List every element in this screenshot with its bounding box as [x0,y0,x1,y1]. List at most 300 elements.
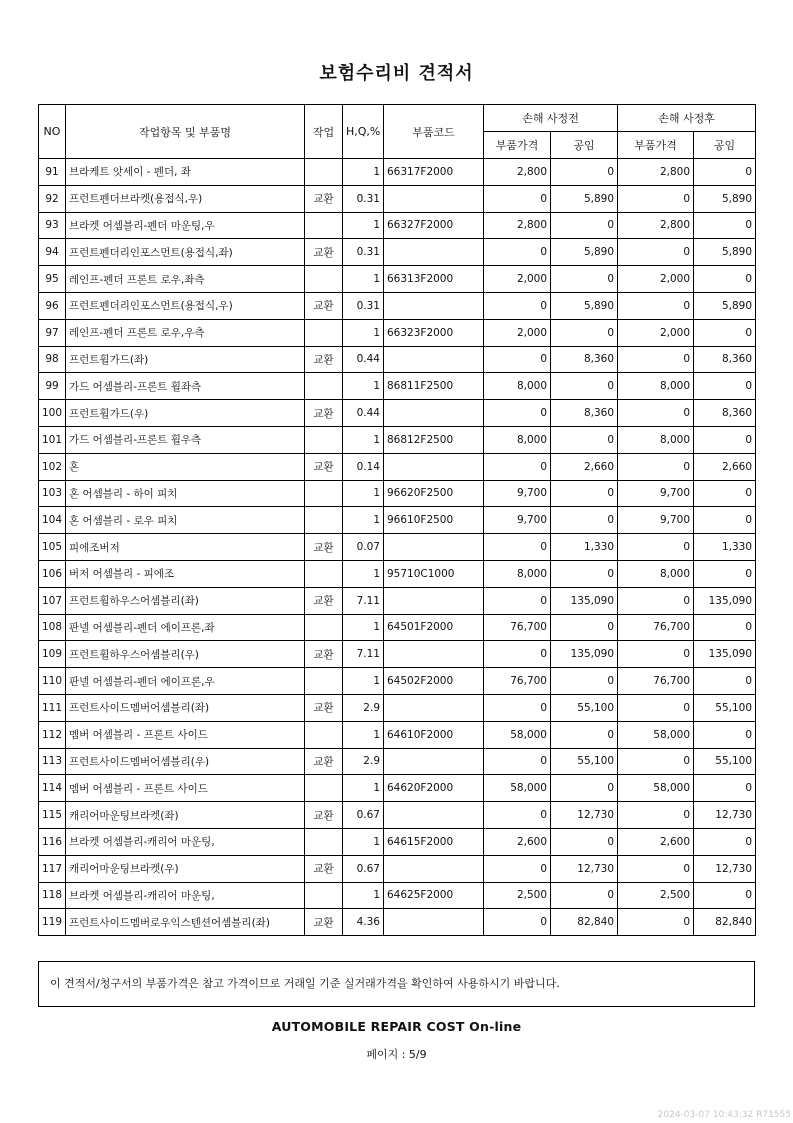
cell-item-name: 판넬 어셈블리-펜더 에이프론,우 [66,668,305,695]
cell-part-code: 64625F2000 [384,882,484,909]
cell-part-code: 96610F2500 [384,507,484,534]
cell-after-part-price: 9,700 [618,507,694,534]
cell-no: 99 [39,373,66,400]
cell-part-code: 95710C1000 [384,560,484,587]
cell-no: 91 [39,159,66,186]
cell-after-part-price: 0 [618,694,694,721]
cell-after-labor: 0 [694,614,756,641]
cell-work-type: 교환 [305,534,343,561]
cell-after-labor: 0 [694,721,756,748]
cell-work-type: 교환 [305,453,343,480]
cell-after-labor: 0 [694,426,756,453]
cell-no: 109 [39,641,66,668]
cell-before-labor: 2,660 [551,453,618,480]
cell-hq: 1 [343,882,384,909]
cell-item-name: 프런트휠가드(우) [66,400,305,427]
cell-before-labor: 135,090 [551,641,618,668]
cell-hq: 1 [343,480,384,507]
header-code: 부품코드 [384,105,484,159]
cell-before-part-price: 9,700 [484,480,551,507]
cell-work-type [305,721,343,748]
cell-item-name: 판넬 어셈블리-펜더 에이프론,좌 [66,614,305,641]
table-row [39,480,756,507]
cell-before-labor: 0 [551,721,618,748]
estimate-table [38,104,756,936]
cell-work-type [305,212,343,239]
cell-item-name: 브라켓 어셈블리-캐리어 마운팅, [66,828,305,855]
cell-no: 94 [39,239,66,266]
cell-before-labor: 0 [551,614,618,641]
cell-item-name: 프런트펜더브라켓(용접식,우) [66,185,305,212]
cell-item-name: 캐리어마운팅브라켓(좌) [66,802,305,829]
cell-before-part-price: 0 [484,641,551,668]
cell-item-name: 가드 어셈블리-프론트 휠우측 [66,426,305,453]
cell-after-labor: 0 [694,560,756,587]
table-row [39,185,756,212]
cell-before-part-price: 2,500 [484,882,551,909]
cell-after-labor: 0 [694,828,756,855]
cell-before-labor: 82,840 [551,909,618,936]
cell-no: 117 [39,855,66,882]
cell-no: 105 [39,534,66,561]
table-row [39,614,756,641]
cell-no: 113 [39,748,66,775]
cell-after-part-price: 8,000 [618,560,694,587]
cell-after-labor: 0 [694,480,756,507]
cell-hq: 1 [343,507,384,534]
cell-work-type [305,159,343,186]
cell-work-type [305,882,343,909]
table-row [39,828,756,855]
cell-hq: 0.44 [343,400,384,427]
table-row [39,426,756,453]
cell-hq: 4.36 [343,909,384,936]
price-notice-text: 이 견적서/청구서의 부품가격은 참고 가격이므로 거래일 기준 실거래가격을 확인하여 사용하시기 바랍니다. [50,977,560,990]
cell-before-part-price: 0 [484,855,551,882]
footer-brand: AUTOMOBILE REPAIR COST On-line [271,1019,522,1034]
table-row [39,694,756,721]
cell-after-labor: 1,330 [694,534,756,561]
cell-hq: 1 [343,159,384,186]
cell-work-type [305,668,343,695]
cell-work-type [305,828,343,855]
table-row [39,587,756,614]
cell-before-labor: 55,100 [551,748,618,775]
cell-part-code [384,694,484,721]
cell-hq: 0.31 [343,239,384,266]
cell-work-type: 교환 [305,239,343,266]
cell-no: 100 [39,400,66,427]
cell-work-type: 교환 [305,855,343,882]
cell-after-part-price: 8,000 [618,373,694,400]
cell-after-labor: 8,360 [694,346,756,373]
header-after-adjustment: 손해 사정후 [618,105,756,132]
cell-work-type [305,560,343,587]
cell-before-part-price: 8,000 [484,426,551,453]
header-before-labor: 공임 [551,132,618,159]
cell-work-type: 교환 [305,802,343,829]
cell-work-type [305,614,343,641]
cell-item-name: 멤버 어셈블리 - 프론트 사이드 [66,721,305,748]
cell-after-part-price: 2,500 [618,882,694,909]
cell-part-code: 66323F2000 [384,319,484,346]
cell-after-part-price: 76,700 [618,668,694,695]
cell-item-name: 브라켓 어셈블리-캐리어 마운팅, [66,882,305,909]
cell-after-part-price: 0 [618,534,694,561]
cell-before-labor: 0 [551,159,618,186]
cell-hq: 0.31 [343,292,384,319]
cell-part-code: 64610F2000 [384,721,484,748]
cell-work-type: 교환 [305,909,343,936]
cell-before-labor: 0 [551,775,618,802]
cell-no: 118 [39,882,66,909]
cell-no: 96 [39,292,66,319]
cell-part-code [384,453,484,480]
cell-no: 108 [39,614,66,641]
header-hq: H,Q,% [343,105,384,159]
cell-before-labor: 0 [551,828,618,855]
cell-no: 106 [39,560,66,587]
cell-before-part-price: 9,700 [484,507,551,534]
cell-hq: 0.67 [343,855,384,882]
cell-no: 111 [39,694,66,721]
cell-before-part-price: 2,600 [484,828,551,855]
cell-item-name: 버저 어셈블리 - 피에조 [66,560,305,587]
cell-before-part-price: 0 [484,453,551,480]
cell-item-name: 프런트사이드멤버어셈블리(좌) [66,694,305,721]
cell-before-labor: 0 [551,507,618,534]
cell-before-labor: 5,890 [551,239,618,266]
table-row [39,319,756,346]
header-after-labor: 공임 [694,132,756,159]
page-indicator: 페이지 : 5/9 [366,1048,427,1061]
cell-hq: 0.67 [343,802,384,829]
cell-after-part-price: 0 [618,587,694,614]
cell-work-type: 교환 [305,292,343,319]
cell-part-code: 64502F2000 [384,668,484,695]
cell-hq: 2.9 [343,748,384,775]
cell-before-labor: 0 [551,560,618,587]
cell-after-part-price: 2,000 [618,266,694,293]
header-no: NO [39,105,66,159]
cell-item-name: 멤버 어셈블리 - 프론트 사이드 [66,775,305,802]
cell-item-name: 가드 어셈블리-프론트 휠좌측 [66,373,305,400]
cell-after-labor: 0 [694,775,756,802]
cell-hq: 1 [343,560,384,587]
table-row [39,775,756,802]
cell-no: 92 [39,185,66,212]
table-row [39,748,756,775]
cell-after-labor: 135,090 [694,641,756,668]
cell-work-type: 교환 [305,185,343,212]
cell-before-part-price: 0 [484,534,551,561]
cell-work-type [305,480,343,507]
cell-item-name: 피에조버저 [66,534,305,561]
cell-hq: 7.11 [343,641,384,668]
cell-no: 119 [39,909,66,936]
header-before-part-price: 부품가격 [484,132,551,159]
cell-part-code [384,587,484,614]
cell-hq: 1 [343,212,384,239]
cell-before-part-price: 0 [484,802,551,829]
cell-before-labor: 0 [551,266,618,293]
cell-no: 93 [39,212,66,239]
cell-no: 112 [39,721,66,748]
table-row [39,373,756,400]
cell-before-labor: 12,730 [551,855,618,882]
cell-no: 97 [39,319,66,346]
cell-after-part-price: 0 [618,748,694,775]
table-body [39,159,756,936]
cell-part-code: 64615F2000 [384,828,484,855]
cell-after-part-price: 0 [618,185,694,212]
cell-part-code: 86811F2500 [384,373,484,400]
cell-after-labor: 5,890 [694,185,756,212]
cell-no: 102 [39,453,66,480]
cell-item-name: 레인프-펜더 프론트 로우,좌측 [66,266,305,293]
cell-before-part-price: 8,000 [484,560,551,587]
cell-before-labor: 0 [551,212,618,239]
cell-after-labor: 0 [694,668,756,695]
cell-after-part-price: 58,000 [618,721,694,748]
cell-item-name: 혼 어셈블리 - 로우 피치 [66,507,305,534]
cell-item-name: 레인프-펜더 프론트 로우,우측 [66,319,305,346]
cell-before-part-price: 0 [484,346,551,373]
cell-item-name: 프런트휠하우스어셈블리(우) [66,641,305,668]
table-row [39,400,756,427]
cell-before-part-price: 2,000 [484,319,551,346]
header-work: 작업 [305,105,343,159]
cell-work-type [305,507,343,534]
cell-before-labor: 8,360 [551,346,618,373]
cell-part-code [384,239,484,266]
cell-part-code: 86812F2500 [384,426,484,453]
cell-before-part-price: 0 [484,185,551,212]
cell-before-labor: 135,090 [551,587,618,614]
cell-hq: 1 [343,668,384,695]
cell-no: 115 [39,802,66,829]
document-title: 보험수리비 견적서 [319,63,474,84]
cell-before-part-price: 0 [484,694,551,721]
table-row [39,212,756,239]
cell-after-labor: 55,100 [694,694,756,721]
cell-before-labor: 0 [551,668,618,695]
cell-no: 104 [39,507,66,534]
cell-item-name: 프런트펜더리인포스먼트(용접식,우) [66,292,305,319]
cell-work-type: 교환 [305,748,343,775]
cell-after-part-price: 0 [618,855,694,882]
cell-after-part-price: 58,000 [618,775,694,802]
price-notice-box [38,961,755,1007]
cell-part-code [384,400,484,427]
cell-before-labor: 5,890 [551,292,618,319]
cell-before-part-price: 76,700 [484,614,551,641]
table-row [39,560,756,587]
cell-item-name: 프런트휠가드(좌) [66,346,305,373]
cell-hq: 0.31 [343,185,384,212]
cell-item-name: 브라켓 어셈블리-펜더 마운팅,우 [66,212,305,239]
cell-before-labor: 0 [551,426,618,453]
table-row [39,453,756,480]
table-row [39,266,756,293]
cell-before-part-price: 0 [484,239,551,266]
cell-hq: 1 [343,614,384,641]
cell-after-part-price: 0 [618,239,694,266]
cell-after-labor: 12,730 [694,802,756,829]
cell-part-code: 64501F2000 [384,614,484,641]
cell-hq: 1 [343,828,384,855]
cell-before-labor: 12,730 [551,802,618,829]
cell-work-type [305,426,343,453]
cell-hq: 1 [343,266,384,293]
cell-before-labor: 0 [551,480,618,507]
cell-after-labor: 135,090 [694,587,756,614]
cell-before-labor: 1,330 [551,534,618,561]
cell-part-code [384,909,484,936]
table-row [39,882,756,909]
cell-before-part-price: 2,800 [484,159,551,186]
table-row [39,909,756,936]
cell-after-part-price: 0 [618,802,694,829]
cell-item-name: 프런트사이드멤버어셈블리(우) [66,748,305,775]
cell-part-code [384,185,484,212]
cell-after-part-price: 8,000 [618,426,694,453]
cell-before-labor: 0 [551,373,618,400]
cell-hq: 1 [343,721,384,748]
cell-after-part-price: 0 [618,909,694,936]
cell-after-labor: 0 [694,159,756,186]
cell-item-name: 프런트펜더리인포스먼트(용접식,좌) [66,239,305,266]
cell-after-labor: 0 [694,507,756,534]
cell-part-code [384,748,484,775]
cell-after-labor: 0 [694,266,756,293]
cell-part-code [384,855,484,882]
cell-after-part-price: 2,000 [618,319,694,346]
table-row [39,346,756,373]
cell-before-part-price: 76,700 [484,668,551,695]
cell-part-code: 64620F2000 [384,775,484,802]
cell-item-name: 브라케트 앗세이 - 펜더, 좌 [66,159,305,186]
cell-before-labor: 0 [551,882,618,909]
table-row [39,721,756,748]
table-row [39,292,756,319]
cell-item-name: 혼 [66,453,305,480]
cell-item-name: 캐리어마운팅브라켓(우) [66,855,305,882]
cell-item-name: 프런트휠하우스어셈블리(좌) [66,587,305,614]
cell-hq: 1 [343,426,384,453]
cell-work-type: 교환 [305,400,343,427]
cell-after-part-price: 9,700 [618,480,694,507]
cell-before-part-price: 0 [484,587,551,614]
cell-work-type [305,266,343,293]
cell-before-part-price: 0 [484,748,551,775]
cell-no: 107 [39,587,66,614]
cell-before-part-price: 2,800 [484,212,551,239]
table-row [39,534,756,561]
cell-after-part-price: 0 [618,400,694,427]
cell-after-part-price: 2,800 [618,159,694,186]
table-row [39,668,756,695]
cell-before-part-price: 0 [484,400,551,427]
cell-part-code: 66313F2000 [384,266,484,293]
cell-no: 114 [39,775,66,802]
cell-after-labor: 5,890 [694,292,756,319]
cell-hq: 1 [343,373,384,400]
cell-after-labor: 55,100 [694,748,756,775]
cell-before-labor: 8,360 [551,400,618,427]
cell-after-labor: 12,730 [694,855,756,882]
cell-after-part-price: 2,600 [618,828,694,855]
cell-no: 95 [39,266,66,293]
cell-before-part-price: 58,000 [484,775,551,802]
table-row [39,159,756,186]
cell-after-labor: 5,890 [694,239,756,266]
table-row [39,507,756,534]
cell-after-labor: 82,840 [694,909,756,936]
cell-no: 110 [39,668,66,695]
cell-before-labor: 55,100 [551,694,618,721]
cell-work-type: 교환 [305,641,343,668]
cell-before-part-price: 8,000 [484,373,551,400]
cell-work-type [305,319,343,346]
table-row [39,855,756,882]
cell-part-code [384,534,484,561]
cell-hq: 0.07 [343,534,384,561]
header-before-adjustment: 손해 사정전 [484,105,618,132]
table-header [39,105,756,159]
cell-after-labor: 8,360 [694,400,756,427]
cell-after-part-price: 0 [618,453,694,480]
cell-after-labor: 2,660 [694,453,756,480]
cell-before-part-price: 0 [484,292,551,319]
cell-no: 98 [39,346,66,373]
header-item: 작업항목 및 부품명 [66,105,305,159]
cell-part-code [384,641,484,668]
cell-work-type [305,775,343,802]
cell-after-labor: 0 [694,373,756,400]
cell-part-code: 66327F2000 [384,212,484,239]
table-row [39,802,756,829]
header-after-part-price: 부품가격 [618,132,694,159]
cell-before-part-price: 0 [484,909,551,936]
cell-after-labor: 0 [694,882,756,909]
print-timestamp: 2024-03-07 10:43:32 R71555 [657,1110,791,1120]
cell-hq: 7.11 [343,587,384,614]
cell-part-code [384,346,484,373]
cell-after-part-price: 0 [618,292,694,319]
cell-after-part-price: 0 [618,641,694,668]
cell-hq: 0.44 [343,346,384,373]
cell-hq: 1 [343,319,384,346]
cell-after-labor: 0 [694,212,756,239]
cell-before-labor: 0 [551,319,618,346]
cell-before-part-price: 58,000 [484,721,551,748]
cell-hq: 0.14 [343,453,384,480]
cell-work-type [305,373,343,400]
cell-item-name: 프런트사이드멤버로우익스텐션어셈블리(좌) [66,909,305,936]
cell-no: 101 [39,426,66,453]
table-row [39,239,756,266]
cell-after-part-price: 0 [618,346,694,373]
cell-hq: 2.9 [343,694,384,721]
cell-before-part-price: 2,000 [484,266,551,293]
cell-hq: 1 [343,775,384,802]
cell-work-type: 교환 [305,346,343,373]
cell-part-code: 96620F2500 [384,480,484,507]
cell-part-code: 66317F2000 [384,159,484,186]
cell-work-type: 교환 [305,694,343,721]
cell-after-part-price: 76,700 [618,614,694,641]
